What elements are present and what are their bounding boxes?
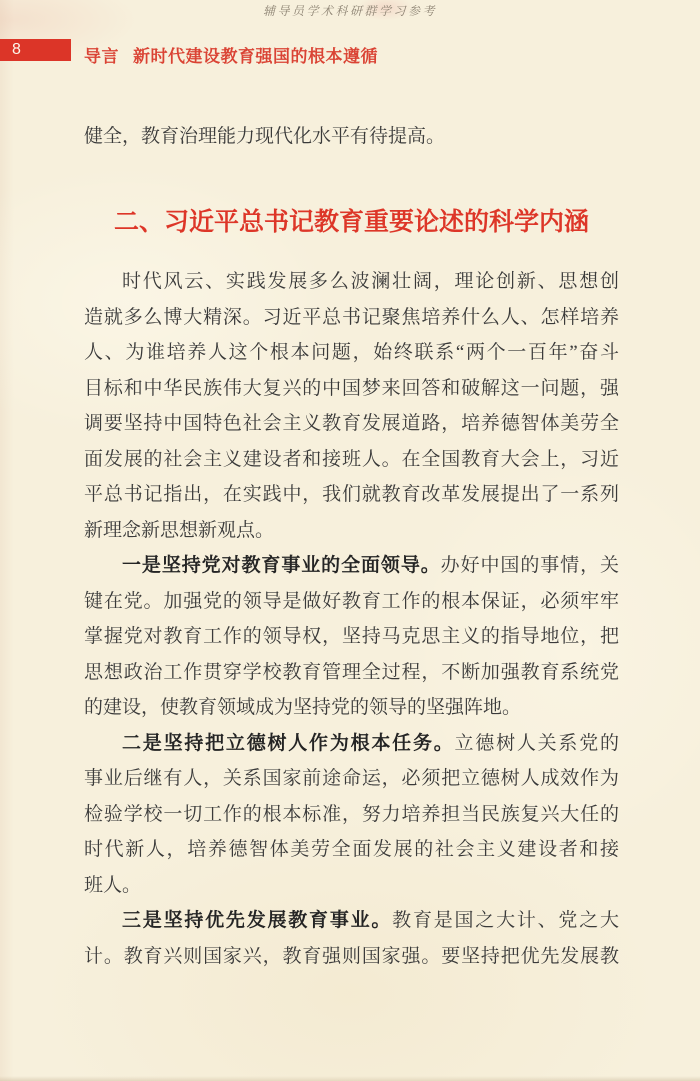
page-number-badge	[0, 39, 71, 61]
text-line: 键在党。加强党的领导是做好教育工作的根本保证，必须牢牢	[84, 590, 619, 612]
text-line: 面发展的社会主义建设者和接班人。在全国教育大会上，习近	[84, 448, 619, 470]
text-line: 事业后继有人，关系国家前途命运，必须把立德树人成效作为	[84, 768, 619, 789]
text-line: 调要坚持中国特色社会主义教育发展道路，培养德智体美劳全	[84, 413, 619, 434]
section-heading: 二、习近平总书记教育重要论述的科学内涵	[113, 208, 589, 236]
text-line: 三是坚持优先发展教育事业。教育是国之大计、党之大	[122, 910, 619, 931]
body-text	[84, 264, 619, 974]
page-number: 8	[12, 41, 21, 58]
text-line: 平总书记指出，在实践中，我们就教育改革发展提出了一系列	[84, 484, 619, 505]
continuation-paragraph-line: 健全，教育治理能力现代化水平有待提高。	[84, 126, 446, 147]
text-line: 目标和中华民族伟大复兴的中国梦来回答和破解这一问题，强	[84, 377, 619, 399]
text-line: 班人。	[84, 874, 142, 896]
text-line: 的建设，使教育领域成为坚持党的领导的坚强阵地。	[84, 697, 522, 718]
text-line: 检验学校一切工作的根本标准，努力培养担当民族复兴大任的	[84, 803, 619, 825]
text-line: 一是坚持党对教育事业的全面领导。办好中国的事情，关	[122, 555, 619, 576]
text-line: 计。教育兴则国家兴，教育强则国家强。要坚持把优先发展教	[84, 945, 619, 967]
watermark-text: 辅导员学术科研群学习参考	[262, 4, 437, 18]
text-line: 新理念新思想新观点。	[84, 519, 275, 541]
text-line: 思想政治工作贯穿学校教育管理全过程，不断加强教育系统党	[84, 661, 619, 683]
text-line: 掌握党对教育工作的领导权，坚持马克思主义的指导地位，把	[84, 626, 619, 647]
running-header	[84, 42, 378, 67]
text-line: 二是坚持把立德树人作为根本任务。立德树人关系党的	[122, 732, 619, 754]
text-line: 造就多么博大精深。习近平总书记聚焦培养什么人、怎样培养	[84, 306, 619, 328]
text-line: 时代新人，培养德智体美劳全面发展的社会主义建设者和接	[84, 839, 619, 860]
text-line: 时代风云、实践发展多么波澜壮阔，理论创新、思想创	[122, 271, 619, 292]
running-header-title: 新时代建设教育强国的根本遵循	[133, 47, 378, 66]
text-line: 人、为谁培养人这个根本问题，始终联系“两个一百年”奋斗	[84, 342, 619, 363]
running-header-chapter: 导言	[84, 47, 119, 66]
